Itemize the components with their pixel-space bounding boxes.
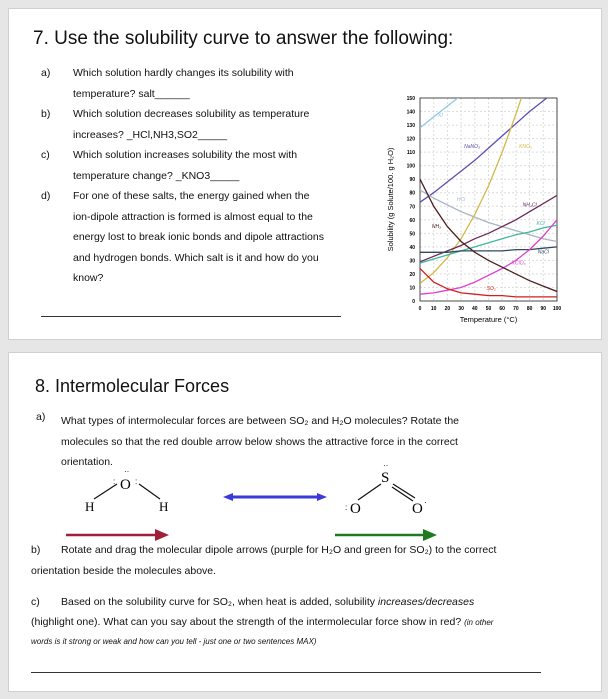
series-label: SO₂ <box>486 286 496 293</box>
water-molecule[interactable] <box>85 467 168 514</box>
question-a-label: a) <box>36 411 46 423</box>
o-h-bond <box>94 484 117 499</box>
question-c-label: c) <box>31 596 40 608</box>
question-b-label: b) <box>31 544 41 556</box>
x-tick-label: 100 <box>552 306 562 312</box>
section-8-card <box>8 352 602 692</box>
series-label: KNO₃ <box>519 144 532 151</box>
y-tick-label: 50 <box>409 231 415 238</box>
y-tick-label: 120 <box>406 136 415 143</box>
hydrogen-atom: H <box>159 499 169 514</box>
o-h-bond <box>139 484 160 499</box>
series-label: NH₃ <box>431 223 442 230</box>
question-line <box>41 104 361 125</box>
question-c-text: Based on the solubility curve for SO₂, when heat is added, solubility <box>61 596 378 608</box>
series-label: KI <box>438 112 443 119</box>
question-c-note: (in other <box>464 618 494 627</box>
y-tick-label: 150 <box>406 96 415 102</box>
increases-decreases-choice[interactable]: increases/decreases <box>377 596 475 608</box>
question-line <box>41 268 361 289</box>
question-line <box>41 84 361 105</box>
question-text: Which solution decreases solubility as temperature <box>73 108 310 120</box>
x-tick-label: 20 <box>444 306 451 312</box>
question-text: temperature? salt______ <box>73 87 190 100</box>
so2-molecule[interactable] <box>345 461 427 517</box>
series-line-0 <box>420 95 461 128</box>
question-b-line: Rotate and drag the molecular dipole arrows (purple for H₂O and green for SO₂) to the correct <box>61 544 497 556</box>
x-tick-label: 10 <box>430 306 437 312</box>
question-line <box>41 166 361 187</box>
s-o-bond <box>358 484 381 500</box>
question-c-text: (highlight one). What can you say about the strength of the intermolecular force show in red? <box>31 616 465 628</box>
x-tick-label: 30 <box>458 306 464 312</box>
x-tick-label: 40 <box>472 306 478 312</box>
y-tick-label: 90 <box>409 177 415 184</box>
question-line <box>41 145 361 166</box>
y-tick-label: 40 <box>409 244 415 251</box>
y-tick-label: 0 <box>412 299 415 305</box>
question-a-line: orientation. <box>61 456 113 468</box>
answer-line[interactable] <box>41 316 341 317</box>
x-tick-label: 80 <box>526 306 533 312</box>
y-tick-label: 20 <box>409 271 415 278</box>
question-text: ion-dipole attraction is formed is almost equal to the <box>73 210 313 223</box>
series-label: NH₄Cl <box>522 202 537 209</box>
oxygen-atom: O <box>120 477 131 493</box>
question-text: and hydrogen bonds. Which salt is it and how do you <box>73 251 319 264</box>
y-axis-label: Solubility (g Solute/100. g H₂O) <box>386 147 395 252</box>
question-list <box>41 63 361 289</box>
question-line <box>41 207 361 228</box>
question-text: temperature change? _KNO3_____ <box>73 169 240 182</box>
molecule-diagram <box>9 453 601 553</box>
question-text: know? <box>73 272 104 284</box>
series-label: NaCl <box>537 249 549 256</box>
question-line <box>41 63 361 84</box>
y-tick-label: 100 <box>406 163 415 170</box>
series-label: HCl <box>456 196 466 203</box>
section-7-title: 7. Use the solubility curve to answer the following: <box>33 28 454 49</box>
question-c-line <box>31 616 493 628</box>
hydrogen-atom: H <box>85 499 95 514</box>
question-text: Which solution hardly changes its solubility with <box>73 67 294 79</box>
question-c-note: words is it strong or weak and how can you tell - just one or two sentences MAX) <box>31 637 317 646</box>
sulfur-atom: S <box>381 470 390 486</box>
y-tick-label: 60 <box>409 217 415 224</box>
question-line <box>41 125 361 146</box>
x-axis-label: Temperature (°C) <box>459 315 518 324</box>
question-text: For one of these salts, the energy gained when the <box>73 190 310 202</box>
answer-line[interactable] <box>31 672 541 673</box>
question-text: increases? _HCl,NH3,SO2_____ <box>73 128 228 141</box>
so2-dipole-arrow[interactable] <box>335 529 437 541</box>
x-tick-label: 50 <box>485 306 492 312</box>
lone-pair: ·· <box>383 461 389 470</box>
oxygen-atom: O <box>350 501 361 517</box>
lone-pair: ·· <box>124 467 130 476</box>
x-tick-label: 70 <box>513 306 519 312</box>
lone-pair: · <box>424 498 427 507</box>
series-label: KCl <box>536 221 545 228</box>
question-line <box>41 248 361 269</box>
question-line <box>41 227 361 248</box>
section-7-card <box>8 8 602 340</box>
lone-pair: : <box>345 503 348 512</box>
question-c-line <box>61 596 474 608</box>
y-tick-label: 70 <box>409 204 415 211</box>
question-text: energy lost to break ionic bonds and dipole attractions <box>73 231 324 243</box>
series-label: NaNO₃ <box>464 144 480 151</box>
x-tick-label: 60 <box>499 306 505 312</box>
intermolecular-double-arrow[interactable] <box>223 493 327 501</box>
solubility-chart <box>369 89 579 339</box>
series-label: KClO₃ <box>511 260 526 267</box>
section-8-title: 8. Intermolecular Forces <box>35 376 230 396</box>
lone-pair: : <box>113 477 116 486</box>
question-a-line: molecules so that the red double arrow below shows the attractive force in the correct <box>61 435 458 448</box>
oxygen-atom: O <box>412 501 423 517</box>
question-label: a) <box>41 67 51 79</box>
s-o-double-bond <box>393 484 415 498</box>
x-tick-label: 0 <box>418 306 422 312</box>
question-label: c) <box>41 149 50 161</box>
question-label: d) <box>41 190 51 202</box>
question-label: b) <box>41 108 51 120</box>
question-a-line: What types of intermolecular forces are between SO₂ and H₂O molecules? Rotate the <box>61 415 460 427</box>
water-dipole-arrow[interactable] <box>66 529 169 541</box>
y-tick-label: 140 <box>406 109 415 116</box>
y-tick-label: 80 <box>409 190 415 197</box>
lone-pair: : <box>135 477 138 486</box>
y-tick-label: 30 <box>409 258 415 265</box>
question-text: Which solution increases solubility the most with <box>73 149 298 161</box>
y-tick-label: 10 <box>409 285 415 292</box>
question-b-line: orientation beside the molecules above. <box>31 565 217 577</box>
y-tick-label: 110 <box>406 150 415 157</box>
question-line <box>41 186 361 207</box>
y-tick-label: 130 <box>406 123 415 130</box>
x-tick-label: 90 <box>540 306 547 312</box>
